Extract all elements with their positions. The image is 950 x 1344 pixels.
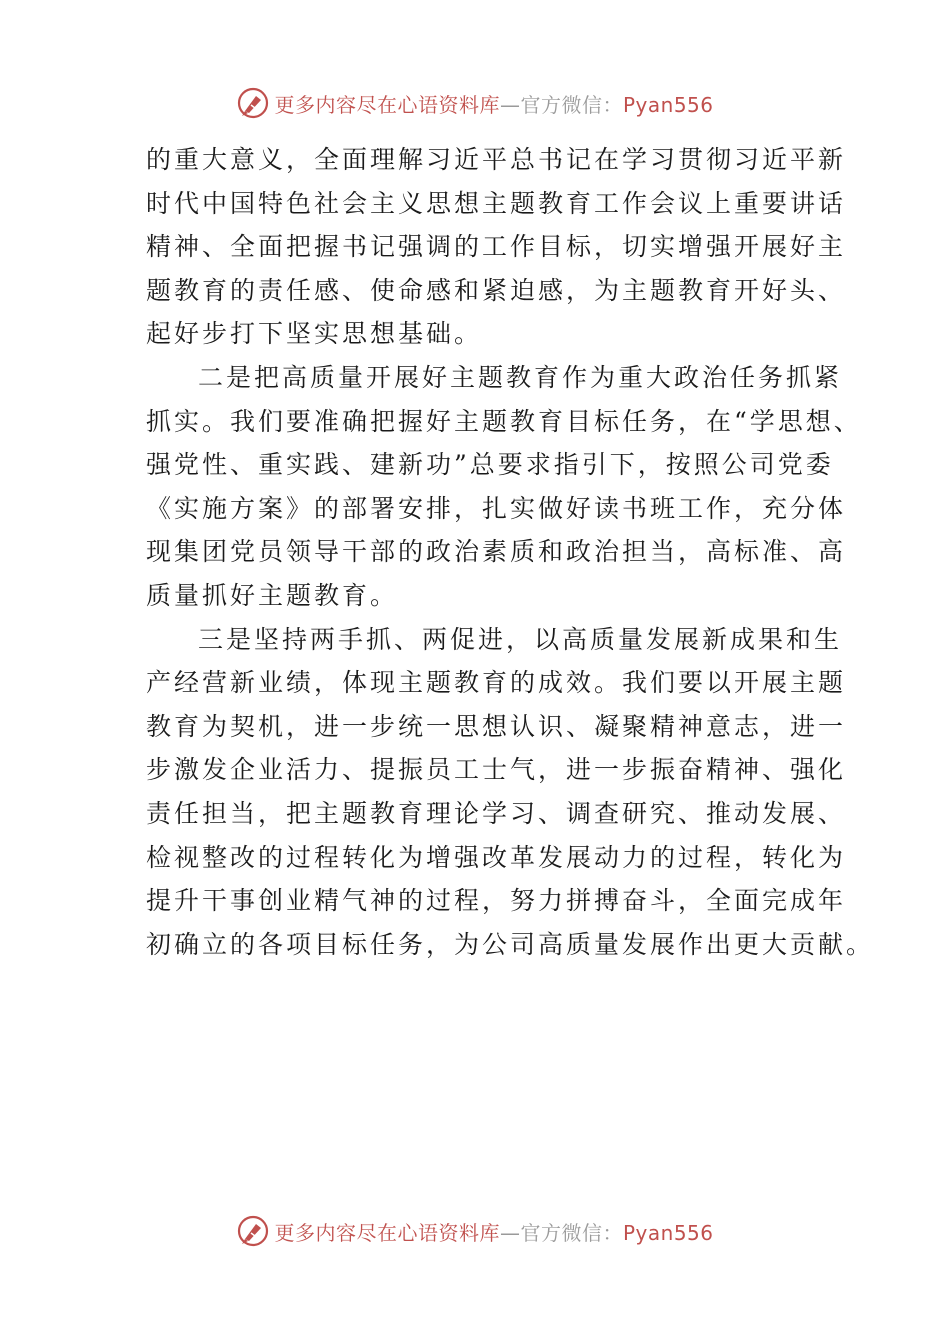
text-line: 的重大意义，全面理解习近平总书记在学习贯彻习近平新 [146, 145, 847, 174]
text-line: 产经营新业绩，体现主题教育的成效。我们要以开展主题 [146, 668, 847, 698]
text-line: 精神、全面把握书记强调的工作目标，切实增强开展好主 [146, 232, 847, 262]
document-body [146, 138, 875, 966]
text-line: 责任担当，把主题教育理论学习、调查研究、推动发展、 [146, 798, 847, 828]
text-line: 初确立的各项目标任务，为公司高质量发展作出更大贡献。 [146, 929, 875, 959]
text-line: 题教育的责任感、使命感和紧迫感，为主题教育开好头、 [146, 275, 847, 305]
banner-wechat-id: Pyan556 [622, 92, 714, 117]
text-line: 检视整改的过程转化为增强改革发展动力的过程，转化为 [146, 842, 847, 872]
text-line: 二是把高质量开展好主题教育作为重大政治任务抓紧 [198, 362, 843, 392]
banner-separator: — [499, 1220, 521, 1245]
pen-nib-logo-icon [236, 1214, 270, 1248]
banner-title: 更多内容尽在心语资料库 [274, 92, 500, 117]
text-line: 抓实。我们要准确把握好主题教育目标任务，在“学思想、 [146, 406, 862, 436]
text-line: 现集团党员领导干部的政治素质和政治担当，高标准、高 [146, 537, 847, 567]
banner-wechat-label: 官方微信： [520, 1220, 623, 1245]
text-line: 时代中国特色社会主义思想主题教育工作会议上重要讲话 [146, 188, 847, 218]
text-line: 步激发企业活力、提振员工士气，进一步振奋精神、强化 [146, 755, 847, 785]
footer-watermark-banner [0, 1211, 950, 1251]
pen-nib-logo-icon [236, 86, 270, 120]
text-line: 起好步打下坚实思想基础。 [146, 319, 483, 349]
text-line: 提升干事创业精气神的过程，努力拼搏奋斗，全面完成年 [146, 886, 847, 916]
header-watermark-banner [0, 83, 950, 123]
banner-separator: — [499, 92, 521, 117]
banner-wechat-label: 官方微信： [520, 92, 623, 117]
text-line: 三是坚持两手抓、两促进，以高质量发展新成果和生 [198, 624, 843, 654]
banner-wechat-id: Pyan556 [622, 1220, 714, 1245]
banner-title: 更多内容尽在心语资料库 [274, 1220, 500, 1245]
text-line: 强党性、重实践、建新功”总要求指引下，按照公司党委 [146, 450, 834, 480]
text-line: 质量抓好主题教育。 [146, 580, 399, 610]
text-line: 教育为契机，进一步统一思想认识、凝聚精神意志，进一 [146, 711, 847, 741]
text-line: 《实施方案》的部署安排，扎实做好读书班工作，充分体 [146, 493, 847, 523]
